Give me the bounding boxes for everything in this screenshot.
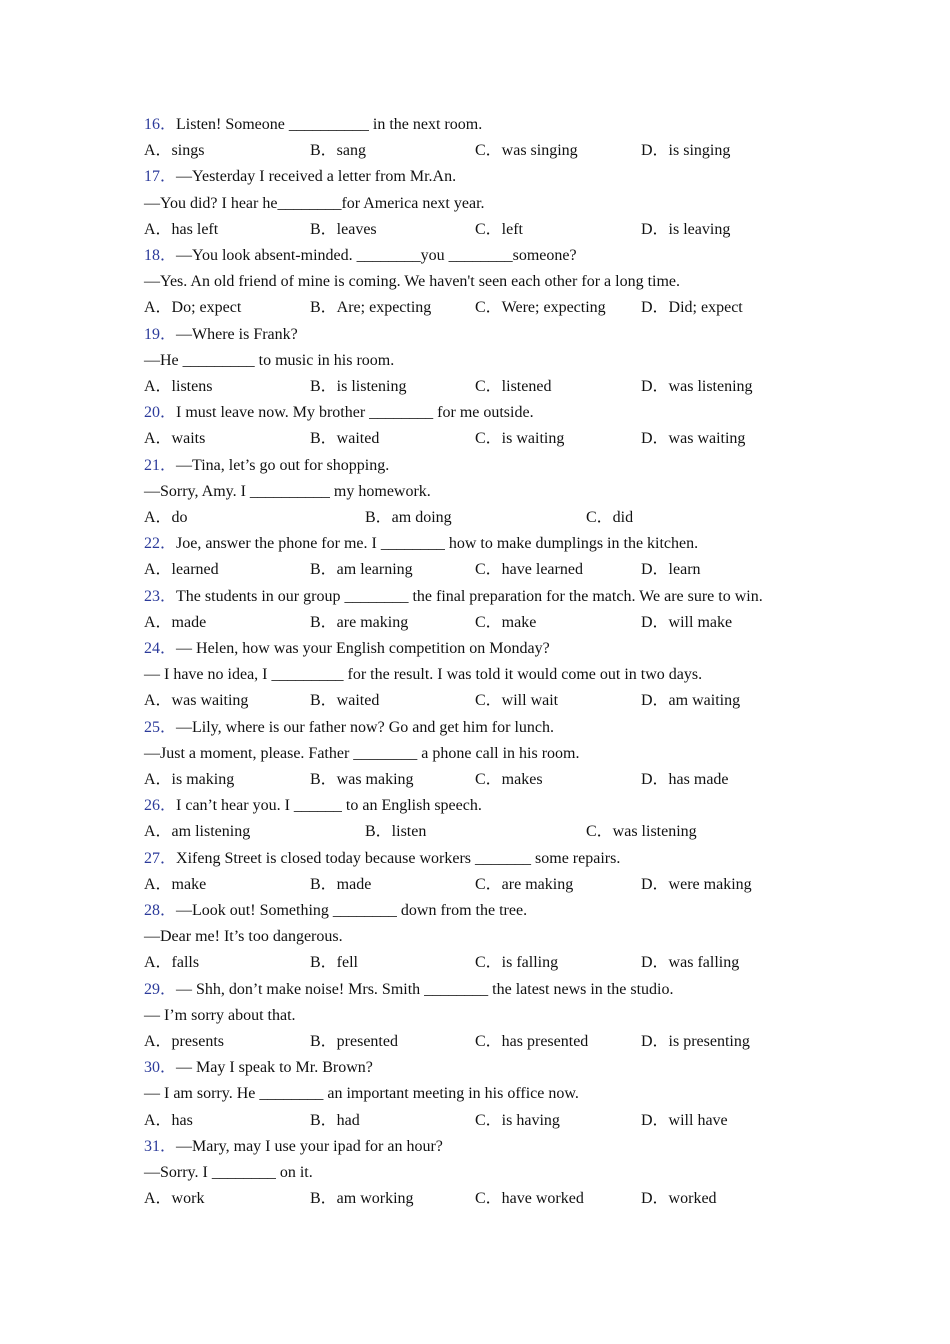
option-b[interactable]: B．waited [310,692,380,710]
dialogue-line: —Dear me! It’s too dangerous. [144,928,343,946]
question-text: —Where is Frank? [176,325,298,343]
option-c[interactable]: C．left [475,220,523,238]
option-b[interactable]: B．leaves [310,220,377,238]
dialogue-line: — I am sorry. He ________ an important meeting in his office now. [144,1085,579,1103]
option-b[interactable]: B．am working [310,1190,414,1208]
number-separator: ． [160,902,177,919]
question-stem [144,166,456,188]
answer-options [144,690,844,712]
answer-options [144,507,844,529]
number-separator: ． [160,325,177,343]
question-stem [144,533,698,555]
answer-options [144,1031,844,1053]
option-d[interactable]: D．is leaving [641,220,731,238]
question-stem [144,638,550,660]
option-a[interactable]: A．made [144,613,207,631]
question-number: 18 [144,247,160,264]
option-a[interactable]: A．learned [144,561,219,579]
option-c[interactable]: C．has presented [475,1033,589,1050]
option-b[interactable]: B．am doing [365,509,452,526]
question-text: —Tina, let’s go out for shopping. [176,456,390,474]
option-b[interactable]: B．waited [310,430,380,448]
option-a[interactable]: A．am listening [144,823,251,841]
number-separator: ． [160,718,177,736]
option-c[interactable]: C．did [586,509,634,526]
number-separator: ． [160,116,177,133]
option-d[interactable]: D．was waiting [641,430,746,448]
option-b[interactable]: B．is listening [310,378,407,395]
option-c[interactable]: C．make [475,613,537,631]
option-d[interactable]: D．is singing [641,142,731,160]
question-text: —Yesterday I received a letter from Mr.An. [176,168,457,186]
option-c[interactable]: C．Were; expecting [475,299,606,317]
question-stem [144,1057,373,1079]
option-c[interactable]: C．is having [475,1111,560,1129]
question-text: —You look absent-minded. ________you ________someone? [176,247,577,264]
option-b[interactable]: B．fell [310,954,358,972]
option-a[interactable]: A．sings [144,142,205,160]
question-stem [144,324,298,346]
question-text: — Helen, how was your English competition on Monday? [176,640,550,657]
number-separator: ． [160,1137,177,1155]
option-b[interactable]: B．was making [310,771,414,788]
question-text: — Shh, don’t make noise! Mrs. Smith ________ the latest news in the studio. [176,980,674,998]
option-c[interactable]: C．was singing [475,142,578,160]
question-stem [144,402,534,424]
answer-options [144,428,844,450]
number-separator: ． [160,456,177,474]
number-separator: ． [160,404,177,422]
option-c[interactable]: C．will wait [475,692,559,710]
option-a[interactable]: A．listens [144,378,213,395]
option-d[interactable]: D．Did; expect [641,299,743,317]
option-a[interactable]: A．make [144,875,207,893]
question-stem [144,245,577,267]
question-number: 16 [144,116,160,133]
option-c[interactable]: C．have learned [475,561,583,579]
option-b[interactable]: B．are making [310,613,409,631]
option-c[interactable]: C．is falling [475,954,559,972]
question-text: Joe, answer the phone for me. I ________ how to make dumplings in the kitchen. [176,535,699,553]
dialogue-line: — I’m sorry about that. [144,1006,296,1024]
option-a[interactable]: A．Do; expect [144,299,242,317]
option-a[interactable]: A．is making [144,771,235,788]
question-number: 21 [144,456,160,474]
answer-options [144,1188,844,1210]
option-a[interactable]: A．waits [144,430,206,448]
dialogue-line: —Sorry. I ________ on it. [144,1164,313,1181]
dialogue-line: —He _________ to music in his room. [144,351,395,369]
option-a[interactable]: A．has [144,1111,193,1129]
question-number: 25 [144,718,160,736]
answer-options [144,376,844,398]
question-number: 28 [144,902,160,919]
question-number: 26 [144,797,160,815]
question-text: The students in our group ________ the final preparation for the match. We are sure to win. [176,587,763,605]
number-separator: ． [160,797,177,815]
number-separator: ． [160,980,177,998]
question-text: —Lily, where is our father now? Go and get him for lunch. [176,718,554,736]
dialogue-line: —Yes. An old friend of mine is coming. We haven't seen each other for a long time. [144,273,680,291]
option-d[interactable]: D．will have [641,1111,728,1129]
answer-options [144,612,844,634]
option-d[interactable]: D．worked [641,1190,717,1208]
option-d[interactable]: D．was listening [641,378,753,395]
question-text: Listen! Someone __________ in the next room. [176,116,483,133]
option-b[interactable]: B．am learning [310,561,413,579]
option-b[interactable]: B．sang [310,142,367,160]
question-number: 27 [144,849,160,867]
option-a[interactable]: A．has left [144,220,219,238]
question-number: 19 [144,325,160,343]
question-text: Xifeng Street is closed today because workers _______ some repairs. [176,849,621,867]
option-c[interactable]: C．makes [475,771,543,788]
option-a[interactable]: A．presents [144,1033,224,1050]
answer-options [144,297,844,319]
option-b[interactable]: B．made [310,875,372,893]
question-number: 31 [144,1137,160,1155]
option-a[interactable]: A．do [144,509,188,526]
answer-options [144,769,844,791]
option-c[interactable]: C．have worked [475,1190,584,1208]
question-stem [144,717,554,739]
number-separator: ． [160,640,177,657]
option-d[interactable]: D．has made [641,771,729,788]
question-stem [144,900,527,922]
dialogue-line: — I have no idea, I _________ for the result. I was told it would come out in two days. [144,666,703,684]
question-number: 23 [144,587,160,605]
number-separator: ． [160,849,177,867]
option-b[interactable]: B．presented [310,1033,398,1050]
answer-options [144,559,844,581]
option-d[interactable]: D．learn [641,561,701,579]
question-text: —Look out! Something ________ down from the tree. [176,902,528,919]
dialogue-line: —You did? I hear he________for America next year. [144,194,485,212]
question-text: —Mary, may I use your ipad for an hour? [176,1137,443,1155]
answer-options [144,140,844,162]
option-b[interactable]: B．Are; expecting [310,299,432,317]
option-b[interactable]: B．had [310,1111,360,1129]
option-a[interactable]: A．was waiting [144,692,249,710]
question-stem [144,114,482,136]
answer-options [144,874,844,896]
question-stem [144,979,673,1001]
question-text: I must leave now. My brother ________ for me outside. [176,404,534,422]
option-a[interactable]: A．falls [144,954,200,972]
option-c[interactable]: C．is waiting [475,430,565,448]
option-d[interactable]: D．were making [641,875,752,893]
question-text: I can’t hear you. I ______ to an English speech. [176,797,482,815]
question-stem [144,455,389,477]
option-d[interactable]: D．will make [641,613,733,631]
question-number: 22 [144,535,160,553]
number-separator: ． [160,1059,177,1077]
number-separator: ． [160,535,177,553]
question-number: 20 [144,404,160,422]
question-number: 29 [144,980,160,998]
option-c[interactable]: C．was listening [586,823,697,841]
question-number: 17 [144,168,160,186]
number-separator: ． [160,168,177,186]
option-b[interactable]: B．listen [365,823,427,841]
dialogue-line: —Just a moment, please. Father ________ a phone call in his room. [144,744,580,762]
question-stem [144,848,620,870]
answer-options [144,219,844,241]
question-stem [144,1136,443,1158]
number-separator: ． [160,247,177,264]
option-a[interactable]: A．work [144,1190,205,1208]
option-c[interactable]: C．listened [475,378,552,395]
option-d[interactable]: D．was falling [641,954,740,972]
option-c[interactable]: C．are making [475,875,574,893]
answer-options [144,821,844,843]
dialogue-line: —Sorry, Amy. I __________ my homework. [144,482,431,500]
number-separator: ． [160,587,177,605]
question-number: 24 [144,640,160,657]
question-stem [144,586,763,608]
option-d[interactable]: D．is presenting [641,1033,750,1050]
option-d[interactable]: D．am waiting [641,692,741,710]
answer-options [144,1110,844,1132]
answer-options [144,952,844,974]
question-text: — May I speak to Mr. Brown? [176,1059,373,1077]
question-number: 30 [144,1059,160,1077]
question-stem [144,795,482,817]
